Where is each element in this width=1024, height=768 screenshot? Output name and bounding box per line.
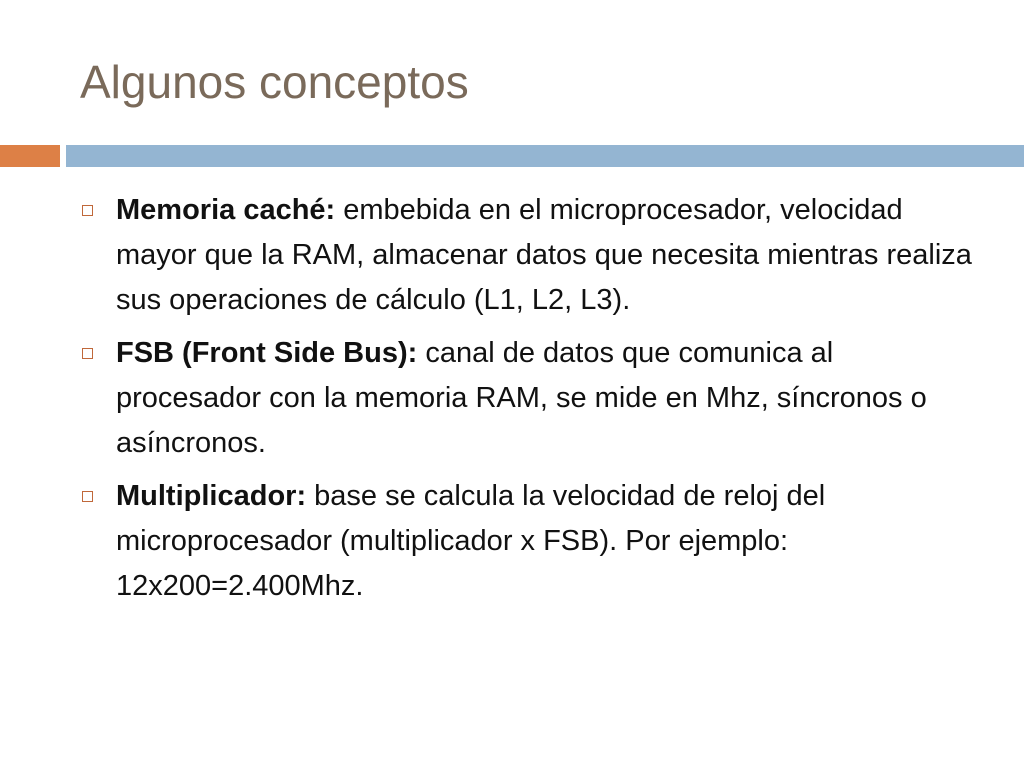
hollow-square-bullet-icon bbox=[82, 491, 93, 502]
slide-title: Algunos conceptos bbox=[80, 56, 469, 108]
bullet-text: canal de datos que comunica al procesador con la memoria RAM, se mide en Mhz, síncronos o asíncronos. bbox=[116, 337, 927, 459]
hollow-square-bullet-icon bbox=[82, 348, 93, 359]
bullet-text: base se calcula la velocidad de reloj del microprocesador (multiplicador x FSB). Por ejemplo: 12x200=2.400Mhz. bbox=[116, 480, 826, 602]
bullet-list bbox=[80, 188, 980, 617]
bullet-item-multiplicador bbox=[80, 474, 980, 609]
hollow-square-bullet-icon bbox=[82, 205, 93, 216]
accent-bar-orange bbox=[0, 145, 60, 167]
bullet-text: embebida en el microprocesador, velocidad mayor que la RAM, almacenar datos que necesita mientras realiza sus operaciones de cálculo (L1, L2, L3). bbox=[116, 194, 972, 316]
accent-bar-blue bbox=[66, 145, 1024, 167]
bullet-term: FSB (Front Side Bus): bbox=[116, 337, 418, 369]
bullet-item-memoria-cache bbox=[80, 188, 980, 323]
bullet-term: Multiplicador: bbox=[116, 480, 307, 512]
bullet-item-fsb bbox=[80, 331, 980, 466]
bullet-term: Memoria caché: bbox=[116, 194, 336, 226]
